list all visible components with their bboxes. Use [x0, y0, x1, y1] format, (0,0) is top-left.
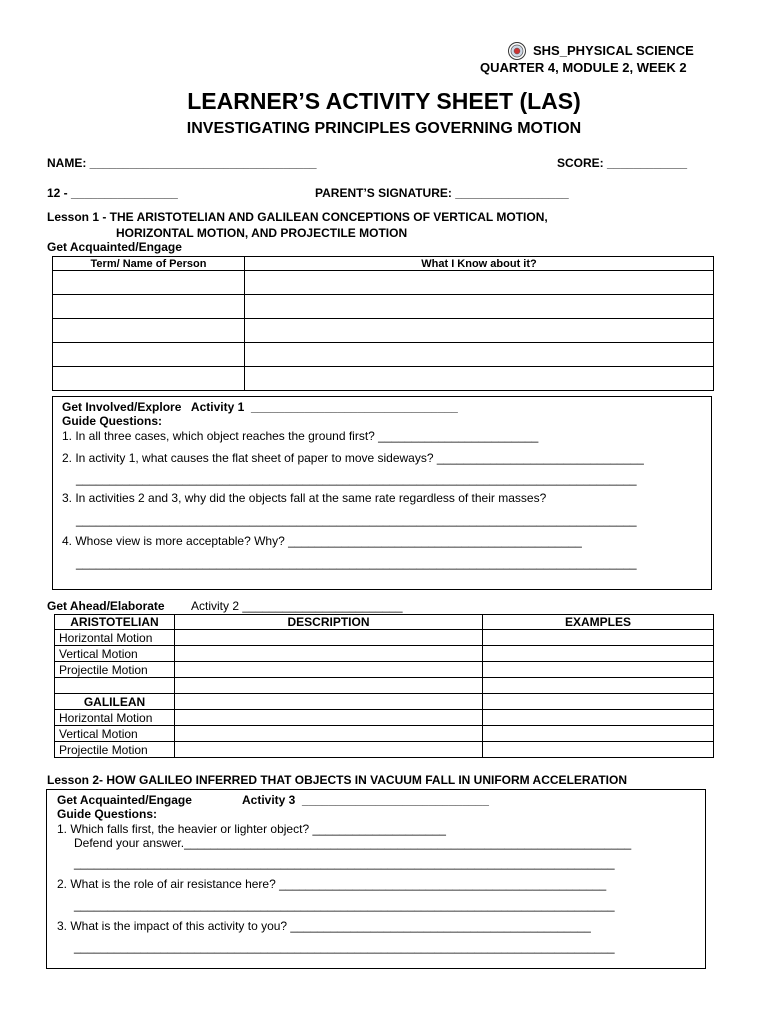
examples-cell[interactable] — [483, 726, 714, 742]
lesson2-question-1[interactable]: 1. Which falls first, the heavier or lighter object? ____________________ — [57, 822, 446, 836]
description-cell[interactable] — [175, 710, 483, 726]
galilean-label: GALILEAN — [55, 694, 175, 710]
subject-label: SHS_PHYSICAL SCIENCE — [533, 43, 694, 58]
examples-cell[interactable] — [483, 630, 714, 646]
row-label: Vertical Motion — [55, 646, 175, 662]
lesson2-engage-label: Get Acquainted/Engage — [57, 793, 192, 807]
question-2[interactable]: 2. In activity 1, what causes the flat sheet of paper to move sideways? _______________________________ — [62, 451, 644, 465]
term-cell[interactable] — [53, 295, 245, 319]
table-row — [55, 662, 714, 678]
table-row — [53, 319, 714, 343]
engage-label: Get Acquainted/Engage — [47, 240, 182, 254]
term-cell[interactable] — [53, 343, 245, 367]
examples-cell[interactable] — [483, 694, 714, 710]
explore-label: Get Involved/Explore Activity 1 _______________________________ — [62, 400, 458, 414]
table-row — [55, 678, 714, 694]
table-row — [55, 742, 714, 758]
lesson2-answer-line-2[interactable]: _________________________________________________________________________________ — [74, 898, 615, 912]
description-cell[interactable] — [175, 726, 483, 742]
row-label: Horizontal Motion — [55, 630, 175, 646]
examples-cell[interactable] — [483, 678, 714, 694]
term-header: Term/ Name of Person — [53, 257, 245, 271]
table-row — [55, 646, 714, 662]
quarter-label: QUARTER 4, MODULE 2, WEEK 2 — [480, 60, 687, 75]
table-row — [55, 726, 714, 742]
examples-cell[interactable] — [483, 646, 714, 662]
lesson1-title-cont: HORIZONTAL MOTION, AND PROJECTILE MOTION — [116, 226, 408, 240]
term-table — [52, 256, 714, 391]
activity2-label: Activity 2 ________________________ — [191, 599, 403, 613]
defend-answer-line[interactable]: Defend your answer.___________________________________________________________________ — [74, 836, 632, 850]
description-cell[interactable] — [175, 694, 483, 710]
table-row — [53, 295, 714, 319]
deped-seal-logo — [508, 42, 526, 60]
know-cell[interactable] — [245, 343, 714, 367]
examples-cell[interactable] — [483, 710, 714, 726]
know-cell[interactable] — [245, 319, 714, 343]
description-cell[interactable] — [175, 742, 483, 758]
answer-line-3[interactable]: ____________________________________________________________________________________ — [76, 513, 637, 527]
term-cell[interactable] — [53, 271, 245, 295]
question-3[interactable]: 3. In activities 2 and 3, why did the objects fall at the same rate regardless of their masses? — [62, 491, 547, 505]
conceptions-table — [54, 614, 714, 758]
question-1[interactable]: 1. In all three cases, which object reaches the ground first? ________________________ — [62, 429, 539, 443]
answer-line-4[interactable]: ____________________________________________________________________________________ — [76, 556, 637, 570]
aristotelian-header: ARISTOTELIAN — [55, 615, 175, 630]
table-row — [53, 271, 714, 295]
lesson2-answer-line-1[interactable]: _________________________________________________________________________________ — [74, 856, 615, 870]
examples-header: EXAMPLES — [483, 615, 714, 630]
description-cell[interactable] — [175, 678, 483, 694]
know-cell[interactable] — [245, 295, 714, 319]
table-row — [53, 343, 714, 367]
guide-questions-label: Guide Questions: — [62, 414, 163, 428]
table-row — [55, 630, 714, 646]
row-label: Vertical Motion — [55, 726, 175, 742]
term-cell[interactable] — [53, 319, 245, 343]
page-title: LEARNER’S ACTIVITY SHEET (LAS) — [187, 88, 581, 114]
row-label: Horizontal Motion — [55, 710, 175, 726]
parent-signature-field[interactable]: PARENT’S SIGNATURE: _________________ — [315, 186, 569, 200]
description-cell[interactable] — [175, 646, 483, 662]
activity3-label: Activity 3 ____________________________ — [242, 793, 489, 807]
lesson1-title: Lesson 1 - THE ARISTOTELIAN AND GALILEAN CONCEPTIONS OF VERTICAL MOTION, — [47, 210, 548, 224]
score-field[interactable]: SCORE: ____________ — [557, 156, 688, 170]
elaborate-label: Get Ahead/Elaborate — [47, 599, 165, 613]
description-cell[interactable] — [175, 662, 483, 678]
table-row — [53, 367, 714, 391]
description-cell[interactable] — [175, 630, 483, 646]
know-cell[interactable] — [245, 367, 714, 391]
question-4[interactable]: 4. Whose view is more acceptable? Why? ____________________________________________ — [62, 534, 582, 548]
lesson2-answer-line-3[interactable]: _________________________________________________________________________________ — [74, 940, 615, 954]
table-row — [55, 710, 714, 726]
name-field[interactable]: NAME: __________________________________ — [47, 156, 317, 170]
know-cell[interactable] — [245, 271, 714, 295]
term-cell[interactable] — [53, 367, 245, 391]
table-row — [55, 694, 714, 710]
answer-line-2[interactable]: ____________________________________________________________________________________ — [76, 472, 637, 486]
lesson2-question-2[interactable]: 2. What is the role of air resistance here? _________________________________________________ — [57, 877, 607, 891]
page-subtitle: INVESTIGATING PRINCIPLES GOVERNING MOTION — [186, 120, 582, 137]
description-header: DESCRIPTION — [175, 615, 483, 630]
examples-cell[interactable] — [483, 662, 714, 678]
know-header: What I Know about it? — [245, 257, 714, 271]
row-label: Projectile Motion — [55, 662, 175, 678]
row-label: Projectile Motion — [55, 742, 175, 758]
lesson2-guide-label: Guide Questions: — [57, 807, 158, 821]
examples-cell[interactable] — [483, 742, 714, 758]
lesson2-title: Lesson 2- HOW GALILEO INFERRED THAT OBJECTS IN VACUUM FALL IN UNIFORM ACCELERATION — [47, 773, 628, 787]
section-field[interactable]: 12 - ________________ — [47, 186, 178, 200]
lesson2-question-3[interactable]: 3. What is the impact of this activity to you? _____________________________________________ — [57, 919, 591, 933]
